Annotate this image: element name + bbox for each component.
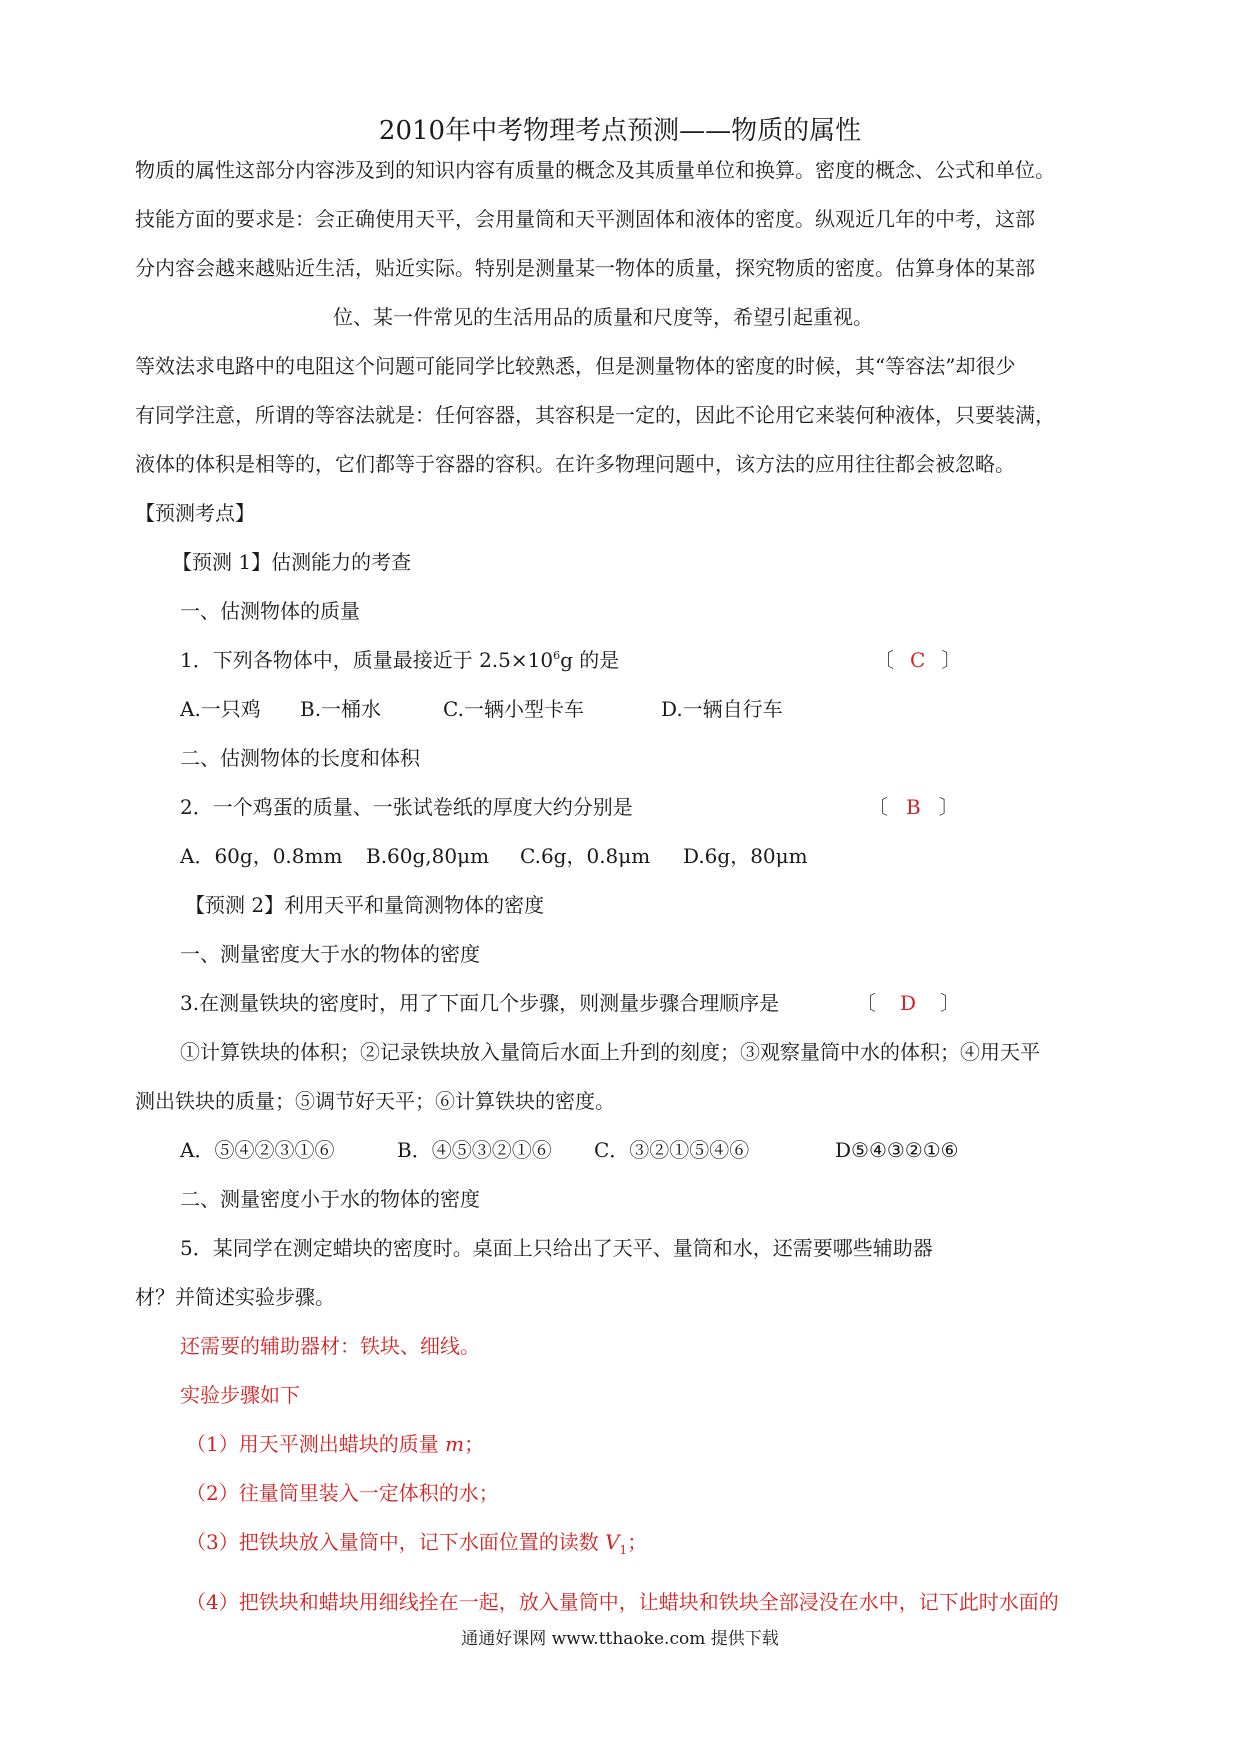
- question-2-option-b: B.60g,80μm: [366, 844, 490, 868]
- question-1-option-b: B.一桶水: [300, 697, 382, 721]
- question-2-stem: 2．一个鸡蛋的质量、一张试卷纸的厚度大约分别是: [180, 795, 633, 819]
- answer-letter: C: [910, 648, 926, 672]
- question-3-stem: 3.在测量铁块的密度时，用了下面几个步骤，则测量步骤合理顺序是: [180, 991, 780, 1015]
- para2-line-3: 液体的体积是相等的，它们都等于容器的容积。在许多物理问题中，该方法的应用往往都会被忽略。: [135, 452, 1015, 476]
- answer-equipment: 还需要的辅助器材：铁块、细线。: [180, 1334, 480, 1358]
- question-3-option-d: D⑤④③②①⑥: [835, 1138, 959, 1162]
- question-1-stem: 1．下列各物体中，质量最接近于 $2.5\times 10^6g$ 的是: [180, 648, 620, 672]
- section-heading: 【预测考点】: [135, 501, 255, 525]
- question-3-option-a: A．⑤④②③①⑥: [180, 1138, 335, 1162]
- question-2-option-c: C.6g，0.8μm: [520, 844, 651, 868]
- steps-heading: 实验步骤如下: [180, 1383, 300, 1407]
- intro-line-1: 物质的属性这部分内容涉及到的知识内容有质量的概念及其质量单位和换算。密度的概念、公式和单位。: [135, 158, 1055, 182]
- prediction-1-heading: 【预测 1】估测能力的考查: [172, 550, 412, 574]
- prediction-2-heading: 【预测 2】利用天平和量筒测物体的密度: [185, 893, 545, 917]
- step-2: （2）往量筒里装入一定体积的水；: [186, 1481, 499, 1505]
- prediction-2-subheading-2: 二、测量密度小于水的物体的密度: [180, 1187, 480, 1211]
- answer-letter: D: [900, 991, 917, 1015]
- step-1: （1）用天平测出蜡块的质量 m；: [186, 1432, 485, 1456]
- question-1-option-a: A.一只鸡: [180, 697, 261, 721]
- question-5-stem-1: 5．某同学在测定蜡块的密度时。桌面上只给出了天平、量筒和水，还需要哪些辅助器: [180, 1236, 933, 1260]
- question-2-option-a: A．60g，0.8mm: [180, 844, 343, 868]
- intro-line-4: 位、某一件常见的生活用品的质量和尺度等，希望引起重视。: [333, 305, 873, 329]
- question-3-body-1: ①计算铁块的体积；②记录铁块放入量筒后水面上升到的刻度；③观察量筒中水的体积；④用天平: [180, 1040, 1040, 1064]
- answer-letter: B: [906, 795, 921, 819]
- question-3-answer: 〔 D 〕: [856, 991, 961, 1015]
- prediction-1-subheading-1: 一、估测物体的质量: [180, 599, 360, 623]
- step-4: （4）把铁块和蜡块用细线拴在一起，放入量筒中，让蜡块和铁块全部浸没在水中，记下此时水面的: [186, 1590, 1059, 1614]
- question-2-option-d: D.6g，80μm: [683, 844, 808, 868]
- question-5-stem-2: 材？并简述实验步骤。: [135, 1285, 335, 1309]
- para2-line-1: 等效法求电路中的电阻这个问题可能同学比较熟悉，但是测量物体的密度的时候，其“等容法”却很少: [135, 354, 1016, 378]
- para2-line-2: 有同学注意，所谓的等容法就是：任何容器，其容积是一定的，因此不论用它来装何种液体，只要装满，: [135, 403, 1055, 427]
- page-title: 2010年中考物理考点预测——物质的属性: [378, 116, 862, 146]
- step-3: （3）把铁块放入量筒中，记下水面位置的读数 $V_1$；: [186, 1530, 648, 1557]
- intro-line-3: 分内容会越来越贴近生活，贴近实际。特别是测量某一物体的质量，探究物质的密度。估算身体的某部: [135, 256, 1035, 280]
- question-1-option-d: D.一辆自行车: [661, 697, 783, 721]
- question-1-answer: 〔 C 〕: [874, 648, 962, 672]
- prediction-1-subheading-2: 二、估测物体的长度和体积: [180, 746, 420, 770]
- intro-line-2: 技能方面的要求是：会正确使用天平，会用量筒和天平测固体和液体的密度。纵观近几年的中考，这部: [135, 207, 1035, 231]
- question-2-answer: 〔 B 〕: [868, 795, 959, 819]
- page-footer: 通通好课网 www.tthaoke.com 提供下载: [461, 1629, 779, 1649]
- question-3-body-2: 测出铁块的质量；⑤调节好天平；⑥计算铁块的密度。: [135, 1089, 615, 1113]
- question-3-option-c: C．③②①⑤④⑥: [594, 1138, 750, 1162]
- question-1-option-c: C.一辆小型卡车: [443, 697, 584, 721]
- question-3-option-b: B．④⑤③②①⑥: [397, 1138, 552, 1162]
- prediction-2-subheading-1: 一、测量密度大于水的物体的密度: [180, 942, 480, 966]
